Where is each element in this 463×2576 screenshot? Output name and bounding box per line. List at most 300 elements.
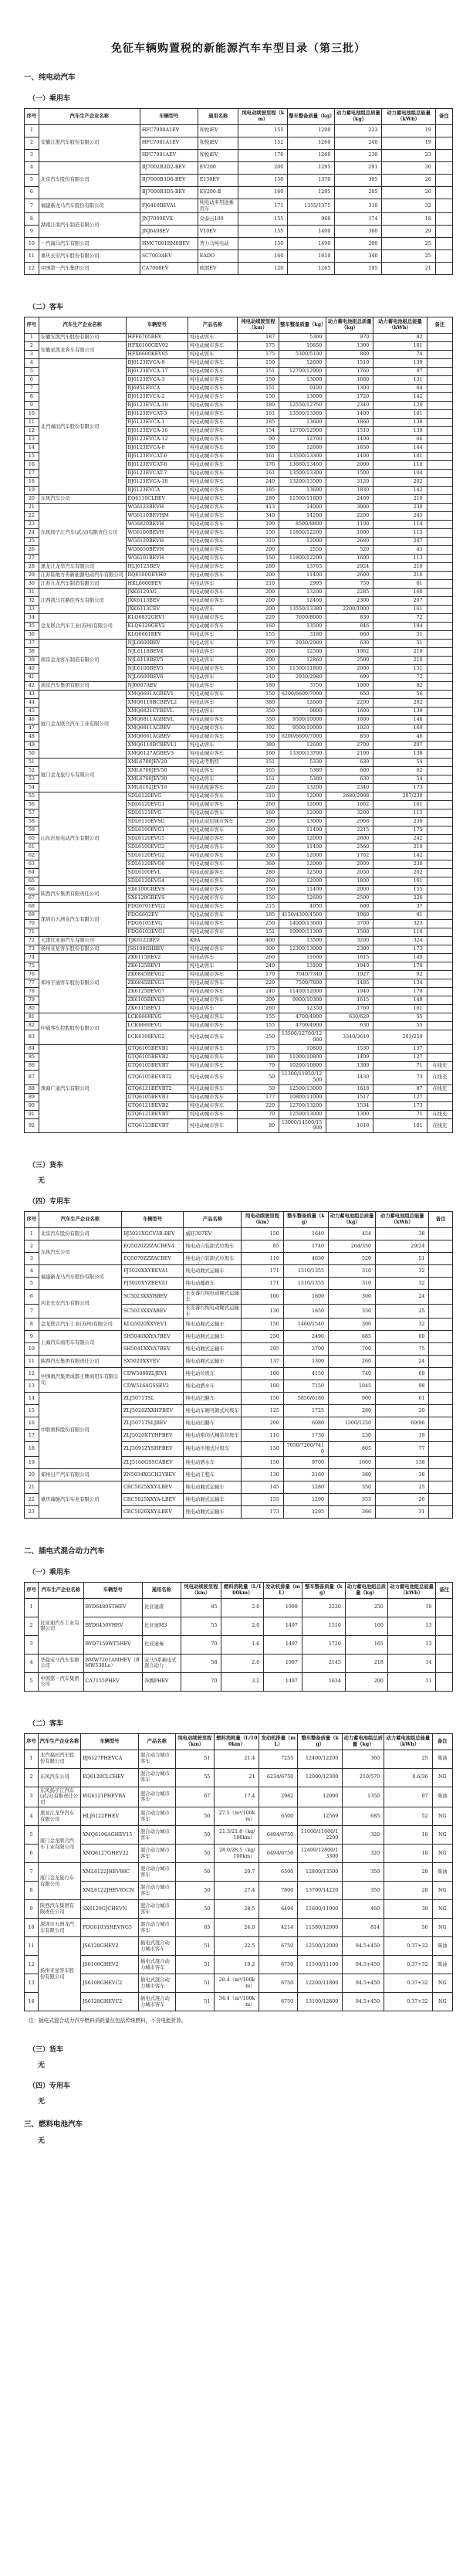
company-cell: 金龙联合汽车工业(苏州)有限公司 [39, 614, 126, 640]
table-cell: ZLJ5020XTYHFBEV [121, 1430, 183, 1442]
table-cell: 2700 [283, 1343, 328, 1356]
table-cell: 600 [326, 767, 373, 776]
table-cell [429, 1304, 453, 1319]
table-row [25, 1845, 453, 1863]
table-cell [427, 402, 452, 410]
table-cell: 14000 [279, 504, 326, 512]
table-cell: 460 [343, 1900, 384, 1919]
table-cell: 242 [373, 835, 427, 843]
table-cell [429, 1430, 453, 1442]
company-cell: 厦门金龙联合汽车工业有限公司 [38, 1826, 80, 1863]
table-cell: 184 [373, 623, 427, 631]
table-row [25, 1319, 453, 1331]
table-cell: 1 [25, 124, 39, 137]
table-cell [427, 716, 452, 725]
table-cell: 11400 [279, 886, 326, 894]
table-cell: 1000 [326, 682, 373, 691]
table-cell: 纯电动自装卸式垃圾车 [184, 1240, 242, 1253]
table-cell: 59 [25, 826, 39, 835]
table-cell: 207 [373, 538, 427, 546]
table-cell: NG [432, 1993, 453, 2011]
table-cell: 67 [25, 894, 39, 903]
table-cell: 50 [25, 750, 39, 759]
table-cell: 70 [237, 1061, 279, 1070]
table-cell: 1999 [264, 1598, 302, 1617]
table-cell: 150 [242, 1319, 283, 1331]
table-cell: 纯电动多用途乘用车 [198, 199, 238, 213]
table-cell: 12000 [279, 792, 326, 801]
table-cell: 1260 [288, 149, 335, 161]
table-cell: 12500/13000 [279, 1110, 326, 1118]
table-cell: 纯电动城市客车 [188, 436, 237, 444]
table-cell: JS6128GHEV2 [80, 1937, 138, 1956]
table-cell: 150 [242, 1457, 283, 1469]
table-cell: 176 [237, 461, 279, 470]
table-cell: 305 [335, 174, 382, 186]
table-cell: 1534 [326, 1101, 373, 1110]
table-cell: 51 [175, 1974, 215, 1993]
table-cell: BJ6123EVCA-18 [126, 478, 188, 487]
table-row [25, 589, 453, 597]
table-row [25, 1290, 453, 1305]
column-header: 动力蓄电池组总能量（kWh） [387, 1583, 436, 1599]
company-cell: 北京汽车股份有限公司 [39, 1228, 121, 1240]
table-cell: 纯电动工程车 [184, 1469, 242, 1481]
table-cell: 11300/11950/12500 [279, 1070, 326, 1084]
table-cell: SDL6121EVG [126, 809, 188, 818]
company-cell: 厦门金龙联合汽车工业有限公司 [39, 691, 126, 759]
table-cell: 纯电动客车 [188, 767, 237, 776]
table-cell: 2 [25, 342, 39, 351]
table-cell: 纯电动城市客车 [188, 402, 237, 410]
table-cell: XMQ6821CYBEVL [126, 708, 188, 716]
table-cell: EADO [198, 250, 238, 263]
table-cell [435, 226, 452, 238]
table-cell: 350 [329, 1481, 376, 1494]
table-cell: 13700/14220 [298, 1882, 343, 1900]
table-cell: 纯电动城市客车 [188, 852, 237, 860]
table-cell [435, 124, 452, 137]
table-cell: 混合动力城市客车 [138, 1882, 175, 1900]
table-cell [429, 1506, 453, 1519]
table-cell: 6080 [283, 1417, 328, 1430]
table-cell: 160 [373, 589, 427, 597]
table-cell: 175 [373, 826, 427, 835]
table-cell: 190 [237, 521, 279, 529]
table-cell: 69/96 [376, 1417, 429, 1430]
table-cell: 310 [237, 538, 279, 546]
table-cell [435, 250, 452, 263]
table-cell: WG6820BEVH [126, 521, 188, 529]
table-cell: 纯电动城市客车 [188, 928, 237, 937]
table-cell: 280 [237, 826, 279, 835]
table-cell: 151 [237, 928, 279, 937]
table-row [25, 1672, 453, 1691]
table-cell: 1060 [326, 911, 373, 920]
table-cell: 11 [387, 1672, 436, 1691]
table-cell: 1500 [326, 470, 373, 478]
table-cell: 9800 [279, 708, 326, 716]
table-header-row [25, 1212, 453, 1228]
table-cell: 89 [25, 1093, 39, 1101]
ev-bus-table [24, 317, 453, 1133]
table-cell: 62 [373, 767, 427, 776]
table-cell: NG [432, 1845, 453, 1863]
table-cell: 12400/12200 [298, 1750, 343, 1768]
table-cell: 1680 [326, 376, 373, 385]
table-cell: 7 [25, 385, 39, 393]
table-cell: 1460/1540 [283, 1319, 328, 1331]
table-cell: 94.5+450 [343, 1956, 384, 1974]
table-cell: 200 [237, 657, 279, 665]
table-cell: 12700/12900 [279, 368, 326, 376]
table-cell: 10800/11000 [279, 1093, 326, 1101]
table-cell: 28 [384, 1882, 432, 1900]
table-cell: 2285 [326, 589, 373, 597]
table-cell: 151 [237, 776, 279, 784]
section-phev-heading: 二、插电式混合动力汽车 [24, 1547, 105, 1556]
table-cell: 混合动力城市客车 [138, 1768, 175, 1787]
table-cell: 41 [25, 674, 39, 682]
table-cell: 32 [376, 1265, 429, 1278]
table-cell: 16 [25, 461, 39, 470]
table-cell [427, 631, 452, 640]
table-cell: 180 [237, 402, 279, 410]
table-cell: 纯电动城市客车 [188, 750, 237, 759]
table-cell: 400 [237, 937, 279, 945]
table-cell: 10900/11300 [279, 928, 326, 937]
table-cell: 威旺307EV [184, 1228, 242, 1240]
table-cell: 200 [237, 589, 279, 597]
table-cell: 350 [237, 708, 279, 716]
column-header: 纯电动续驶里程（km） [242, 1212, 283, 1228]
table-cell: 70 [25, 920, 39, 928]
table-cell: 350 [343, 1882, 384, 1900]
table-cell [427, 351, 452, 359]
table-cell: 230 [373, 818, 427, 826]
table-cell: BYD6480STHEV [83, 1598, 143, 1617]
column-header: 燃料消耗量（L/100km） [215, 1733, 259, 1750]
table-cell: 85 [242, 1240, 283, 1253]
company-cell: 黑龙江龙华汽车有限公司 [39, 563, 126, 572]
table-cell: 11 [25, 419, 39, 427]
table-cell: 83 [25, 1030, 39, 1045]
table-cell: CA7155PHEV [83, 1672, 143, 1691]
table-cell: 1530 [326, 1044, 373, 1053]
table-cell: 12000 [279, 852, 326, 860]
table-header-row [25, 109, 453, 125]
table-cell: 1500 [326, 928, 373, 937]
table-cell: 3340/3610 [326, 1030, 373, 1045]
table-cell: 25 [382, 250, 435, 263]
table-cell: 1997 [264, 1654, 302, 1672]
table-cell: 200 [242, 1417, 283, 1430]
table-cell [427, 750, 452, 759]
table-cell: 94.5+450 [343, 1974, 384, 1993]
table-cell: 210 [373, 843, 427, 852]
table-cell [427, 988, 452, 996]
table-cell: 6200/6600/7000 [279, 691, 326, 699]
table-cell: 12 [25, 1368, 39, 1380]
table-cell: 1100 [326, 521, 373, 529]
table-cell: 12500/13000 [279, 1084, 326, 1093]
table-cell: 360 [343, 1750, 384, 1768]
table-cell: 210 [373, 495, 427, 504]
table-cell: BJ6123EVCA-19 [126, 402, 188, 410]
table-cell [429, 1494, 453, 1506]
table-cell: 12000 [279, 538, 326, 546]
table-cell: 9500/10000 [279, 716, 326, 725]
column-header: 汽车生产企业名称 [38, 1733, 80, 1750]
table-cell: 310 [329, 1265, 376, 1278]
company-cell: 北汽福田汽车股份有限公司 [38, 1750, 80, 1768]
phev-bus-note: 注：插电式混合动力汽车燃料消耗量仅包括传统燃料，不含电能折算。 [29, 2018, 187, 2024]
table-cell: 1760 [326, 368, 373, 376]
table-cell: 130 [242, 1469, 283, 1481]
table-cell [427, 597, 452, 606]
table-cell: 8 [25, 213, 39, 226]
table-cell: 170 [237, 971, 279, 979]
table-cell: 2200/1900 [326, 606, 373, 614]
table-cell [429, 1405, 453, 1417]
table-cell: 25 [376, 1304, 429, 1319]
table-cell: 14200 [279, 512, 326, 521]
table-cell: ZLJ5020ZXXHFBEV [121, 1405, 183, 1417]
table-cell: 纯电动城市客车 [188, 1030, 237, 1045]
table-cell: 28 [25, 563, 39, 572]
table-cell [427, 580, 452, 589]
table-cell [427, 886, 452, 894]
table-cell: 150 [237, 886, 279, 894]
table-cell: 175 [237, 351, 279, 359]
table-cell: 79 [25, 996, 39, 1005]
table-cell: 210 [373, 657, 427, 665]
table-cell: 26 [382, 174, 435, 186]
table-cell: 216 [373, 572, 427, 580]
table-cell: 13 [25, 1974, 39, 1993]
company-cell: 福建新龙马汽车股份有限公司 [39, 199, 140, 213]
table-cell: 51 [373, 631, 427, 640]
table-cell [427, 920, 452, 928]
table-cell: 87 [373, 1084, 427, 1093]
table-cell: 25 [384, 1750, 432, 1768]
table-row [25, 954, 453, 962]
table-cell: 1 [25, 1598, 39, 1617]
table-cell: 纯电动城市客车 [188, 920, 237, 928]
table-cell: 155 [237, 1022, 279, 1030]
table-cell: 295 [242, 1343, 283, 1356]
table-cell: 1300 [326, 1110, 373, 1118]
table-cell: 1730 [283, 1430, 328, 1442]
table-cell: BJ7002B3D2-BEV [140, 161, 198, 174]
table-cell: 纯电动客车 [188, 351, 237, 359]
table-cell: XMQ6110BCBEVL1 [126, 742, 188, 750]
table-cell: 27.5（m³/100km） [215, 1807, 259, 1826]
table-cell [429, 1278, 453, 1290]
table-cell: 75 [25, 962, 39, 971]
table-cell [427, 869, 452, 877]
table-cell: 55 [373, 1022, 427, 1030]
table-cell: 220 [237, 1101, 279, 1110]
table-cell: 1600 [326, 716, 373, 725]
table-cell: NJL6600BEV [126, 640, 188, 648]
table-cell: 160 [345, 1617, 387, 1635]
table-cell: 131 [373, 376, 427, 385]
table-cell: JNJ7000EVX [140, 213, 198, 226]
table-cell: 360 [237, 835, 279, 843]
table-cell: 和悦iEV [198, 137, 238, 149]
table-cell: 2100 [326, 750, 373, 759]
table-row [25, 580, 453, 589]
table-cell: 在线充 [427, 1070, 452, 1084]
table-cell: 12860 [279, 657, 326, 665]
table-cell: 380 [237, 699, 279, 708]
table-cell [427, 1005, 452, 1013]
table-cell: 12600 [279, 359, 326, 368]
table-cell: 57 [25, 809, 39, 818]
table-cell: 1940 [326, 962, 373, 971]
table-cell: BJ6123EVCA-9 [126, 359, 188, 368]
table-cell: 56 [384, 1919, 432, 1937]
table-cell: 202 [373, 699, 427, 708]
table-cell: 2 [25, 137, 39, 149]
table-cell: 9700 [283, 1457, 328, 1469]
table-cell: 2924 [326, 563, 373, 572]
table-cell: 纯电动城市客车 [188, 903, 237, 911]
table-cell: NG [432, 1768, 453, 1787]
phev-truck-none-text: 无 [38, 2062, 46, 2070]
column-header: 纯电动续驶里程（km） [181, 1583, 221, 1599]
table-cell: 12600 [279, 894, 326, 903]
table-cell: 1497 [264, 1672, 302, 1691]
table-cell: 13500/13300 [279, 470, 326, 478]
table-cell: 1400 [326, 436, 373, 444]
table-cell [427, 826, 452, 835]
table-row [25, 1617, 453, 1635]
table-cell [427, 759, 452, 767]
table-cell: 200 [335, 238, 382, 250]
table-cell: 0.37+32 [384, 1993, 432, 2011]
table-cell: 12 [25, 1956, 39, 1974]
table-cell: 7050/7260/7410 [283, 1442, 328, 1457]
column-header: 产品名称 [184, 1212, 242, 1228]
table-cell [427, 801, 452, 809]
table-cell: 1600 [326, 555, 373, 563]
table-cell: 4 [25, 161, 39, 174]
table-cell: 98 [376, 1380, 429, 1393]
column-header: 序号 [25, 1212, 39, 1228]
table-cell: 660 [326, 631, 373, 640]
table-cell: SH5040XXYA7BEV [121, 1331, 183, 1343]
table-cell: 78 [25, 988, 39, 996]
company-cell: 扬州亚星客车股份有限公司 [38, 1937, 80, 2011]
table-cell: 151 [237, 385, 279, 393]
company-cell: 北京汽车股份有限公司 [39, 161, 140, 199]
table-cell: 13300/13700 [279, 750, 326, 759]
column-header: 汽车生产企业名称 [39, 317, 126, 334]
table-cell: 纯电动城市客车 [188, 979, 237, 988]
table-cell: 4 [25, 359, 39, 368]
table-cell: 104 [373, 470, 427, 478]
table-cell: 360 [335, 226, 382, 238]
table-cell: 1517 [326, 1093, 373, 1101]
table-cell: 73 [373, 1070, 427, 1084]
table-cell: 138 [373, 419, 427, 427]
table-cell: JS6108GHEVC2 [80, 1974, 138, 1993]
table-cell: 161 [237, 470, 279, 478]
table-cell: 7600/8000 [279, 614, 326, 623]
table-cell: 380 [237, 742, 279, 750]
column-header: 动力蓄电池组总质量（kg） [329, 1212, 376, 1228]
table-cell: 150 [237, 359, 279, 368]
table-cell: 6494 [259, 1900, 298, 1919]
table-cell: 9 [25, 1900, 39, 1919]
table-cell: 64 [25, 869, 39, 877]
table-cell: 8 [25, 1319, 39, 1331]
table-cell: 11000/10800 [279, 1053, 326, 1061]
table-cell: 纯电动扫路车 [184, 1393, 242, 1405]
table-cell: 51 [373, 640, 427, 648]
table-cell [427, 512, 452, 521]
table-cell: WG6110BEVHM [126, 512, 188, 521]
table-cell: 纯电动城市客车 [188, 623, 237, 631]
table-cell: 1260 [288, 137, 335, 149]
table-cell: 67 [175, 1787, 215, 1807]
table-cell: 13600 [279, 393, 326, 402]
table-cell: HFC7000A1EV [140, 124, 198, 137]
table-row [25, 1768, 453, 1787]
table-cell [427, 903, 452, 911]
table-cell: 纯电动城市客车 [188, 546, 237, 555]
table-cell: 25 [382, 238, 435, 250]
table-cell: 310 [335, 199, 382, 213]
table-cell: 830 [326, 614, 373, 623]
table-cell [429, 1469, 453, 1481]
table-cell: 19 [387, 1598, 436, 1617]
table-cell [427, 665, 452, 674]
table-cell: 142 [373, 487, 427, 495]
table-cell: XML6700JEV20 [126, 759, 188, 767]
table-cell: RQ6100GEVH0 [126, 572, 188, 580]
table-cell: 纯电动城市客车 [188, 470, 237, 478]
table-cell: 151 [237, 368, 279, 376]
table-cell: 260 [237, 801, 279, 809]
table-cell: 19 [25, 1457, 39, 1469]
data-table [24, 1582, 453, 1692]
table-cell: 47 [25, 725, 39, 733]
table-cell: 300 [329, 1319, 376, 1331]
table-cell [427, 623, 452, 631]
column-header: 序号 [25, 317, 39, 334]
table-cell [427, 478, 452, 487]
table-cell: 340 [237, 512, 279, 521]
table-cell: 2340 [326, 784, 373, 792]
table-cell: 7 [25, 1304, 39, 1319]
table-cell: 30 [382, 161, 435, 174]
table-cell: FDG6701EVG2 [126, 903, 188, 911]
table-cell [427, 470, 452, 478]
table-cell: 21 [25, 504, 39, 512]
table-cell: 28 [384, 1863, 432, 1882]
table-cell [427, 589, 452, 597]
table-row [25, 759, 453, 767]
table-cell: 1300 [326, 1061, 373, 1070]
column-header: 动力蓄电池组总能量（kWh） [373, 317, 427, 334]
table-cell: 155 [237, 631, 279, 640]
table-cell: 纯电动城市客车 [188, 665, 237, 674]
table-cell: 97 [384, 1787, 432, 1807]
table-cell: 纯电动城市客车 [188, 733, 237, 742]
